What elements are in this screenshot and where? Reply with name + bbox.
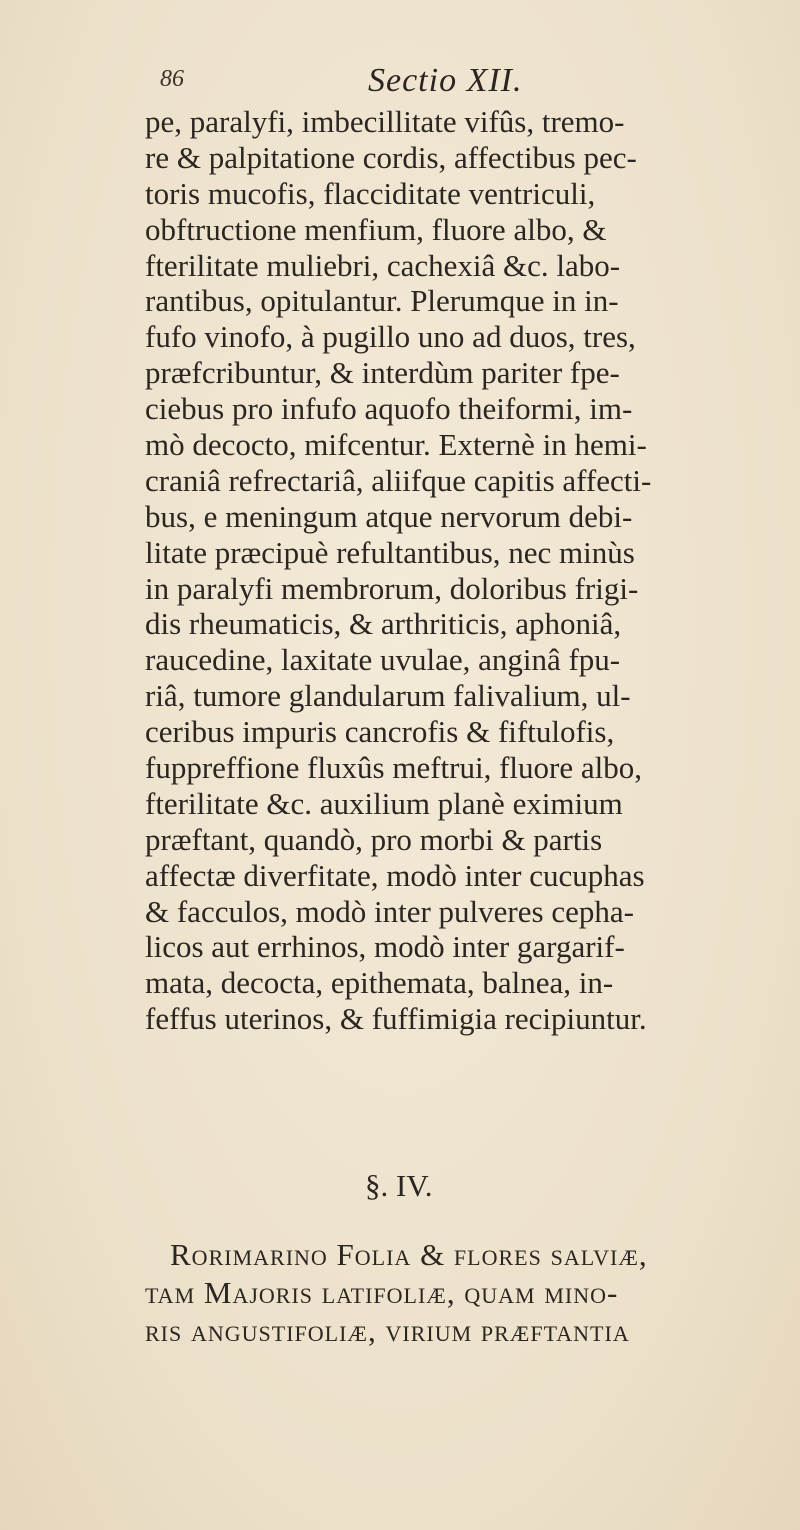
body-text <box>145 104 770 1037</box>
text-line: fufo vinofo, à pugillo uno ad duos, tres, <box>145 319 636 355</box>
section-text <box>145 1236 780 1350</box>
text-line: obftructione menfium, fluore albo, & <box>145 211 607 247</box>
text-line: & facculos, modò inter pulveres cepha- <box>145 893 634 929</box>
section-heading: §. IV. <box>365 1168 433 1203</box>
text-line: mò decocto, mifcentur. Externè in hemi- <box>145 427 647 463</box>
text-line: licos aut errhinos, modò inter gargarif- <box>145 929 625 965</box>
text-line: toris mucofis, flacciditate ventriculi, <box>145 175 596 211</box>
text-line: ciebus pro infufo aquofo theiformi, im- <box>145 391 633 427</box>
section-line: tam Majoris latifoliæ, quam mino- <box>145 1275 619 1310</box>
text-line: præftant, quandò, pro morbi & partis <box>145 821 603 857</box>
running-head: Sectio XII. <box>368 62 523 99</box>
text-line: mata, decocta, epithemata, balnea, in- <box>145 965 614 1001</box>
text-line: fterilitate muliebri, cachexiâ &c. labo- <box>145 247 621 283</box>
text-line: fterilitate &c. auxilium planè eximium <box>145 785 623 821</box>
text-line: affectæ diverfitate, modò inter cucuphas <box>145 857 645 893</box>
text-line: craniâ refrectariâ, aliifque capitis affecti- <box>145 462 652 498</box>
text-line: rantibus, opitulantur. Plerumque in in- <box>145 283 619 319</box>
text-line: fuppreffione fluxûs meftrui, fluore albo, <box>145 750 642 786</box>
page-number: 86 <box>160 66 184 92</box>
text-line: litate præcipuè refultantibus, nec minùs <box>145 534 635 570</box>
text-line: bus, e meningum atque nervorum debi- <box>145 498 633 534</box>
text-line: raucedine, laxitate uvulae, anginâ fpu- <box>145 642 621 678</box>
text-line: in paralyfi membrorum, doloribus frigi- <box>145 570 639 606</box>
section-line: ris angustifoliæ, virium præftantia <box>145 1313 630 1348</box>
text-line: pe, paralyfi, imbecillitate vifûs, tremo- <box>145 104 625 139</box>
page-header <box>0 62 800 102</box>
text-line: ceribus impuris cancrofis & fiftulofis, <box>145 714 615 750</box>
text-line: dis rheumaticis, & arthriticis, aphoniâ, <box>145 606 622 642</box>
text-line: riâ, tumore glandularum falivalium, ul- <box>145 678 631 714</box>
section-line: Rorimarino Folia & flores salviæ, <box>170 1237 648 1272</box>
text-line: feffus uterinos, & fuffimigia recipiuntur. <box>145 1001 647 1037</box>
text-line: re & palpitatione cordis, affectibus pec- <box>145 139 637 175</box>
text-line: præfcribuntur, & interdùm pariter fpe- <box>145 355 620 391</box>
